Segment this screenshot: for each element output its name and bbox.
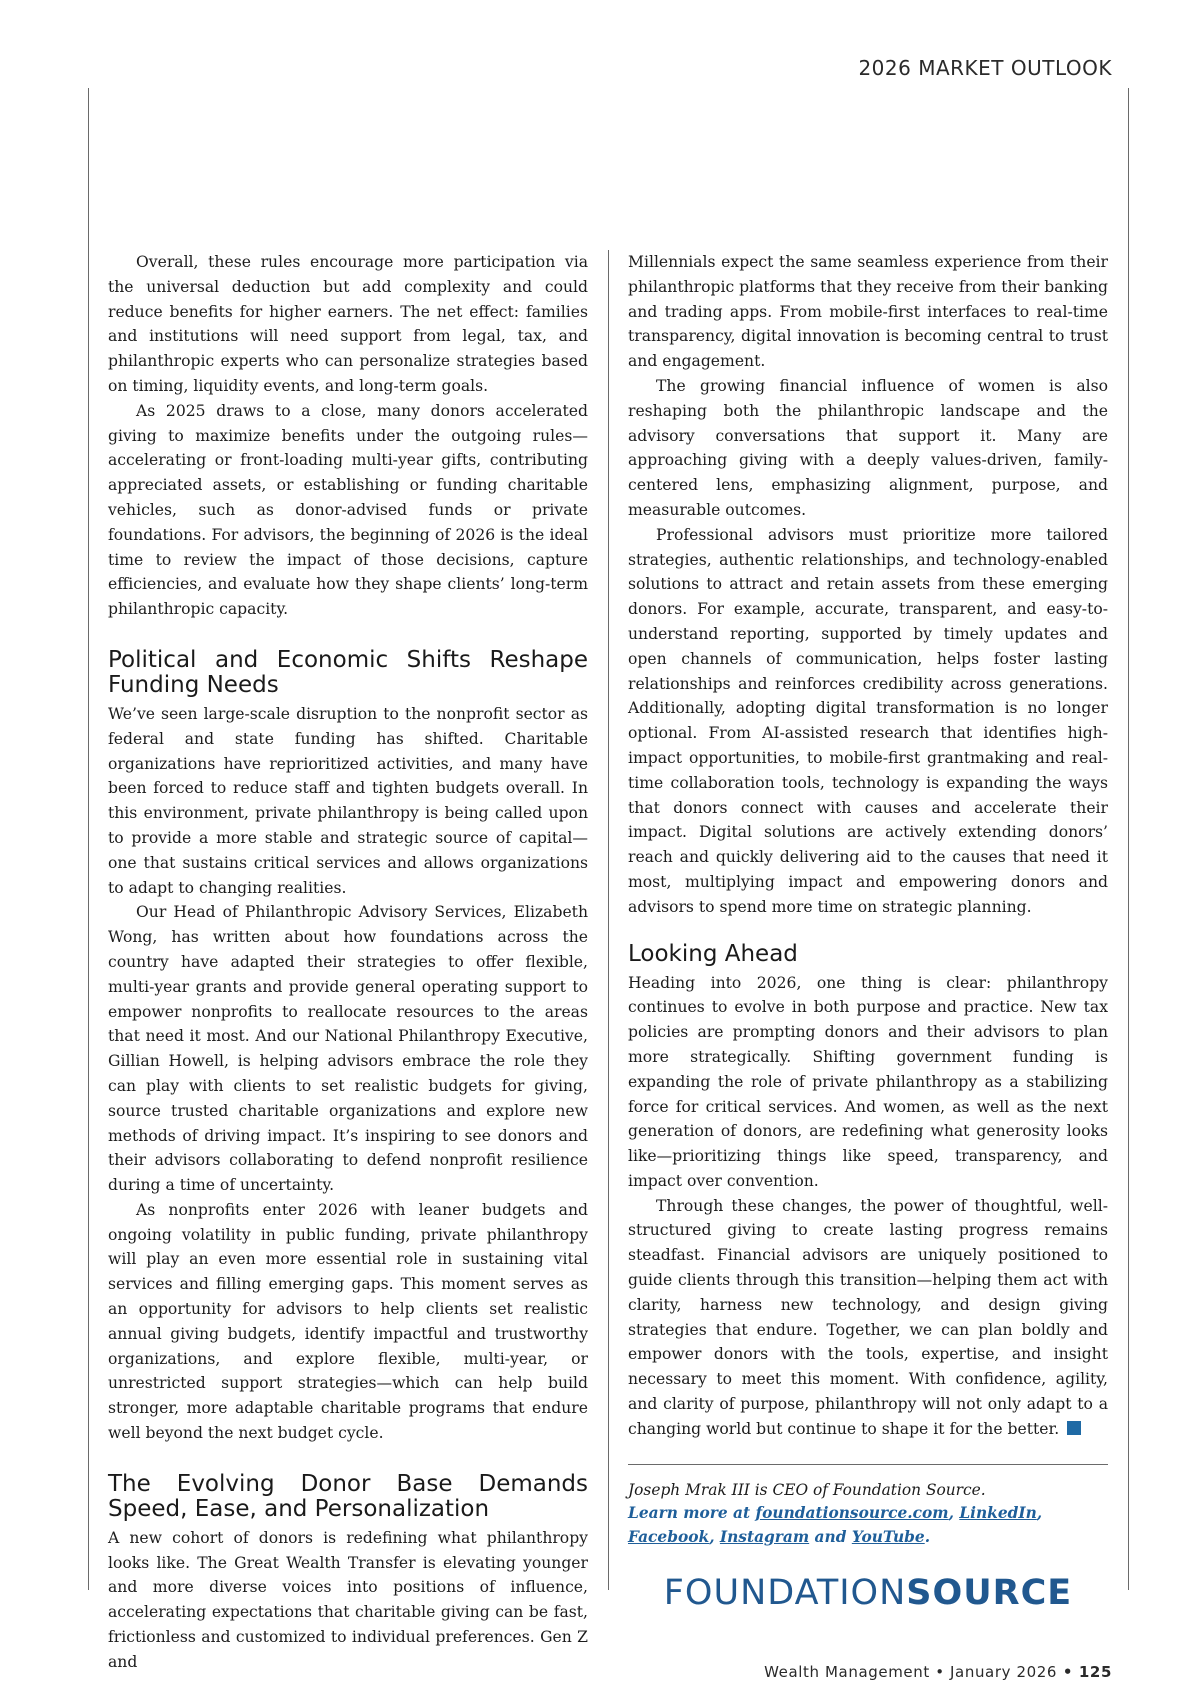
paragraph: We’ve seen large-scale disruption to the nonprofit sector as federal and state funding has shifted. Charitable organizations have reprioritized activities, and many have been forced to reduce staff and tighten budgets overall. In this environment, private philanthropy is being called upon to provide a more stable and strategic source of capital—one that sustains critical services and allows organizations to adapt to changing realities. (108, 704, 588, 897)
center-column-rule (608, 250, 609, 1590)
paragraph: Overall, these rules encourage more participation via the universal deduction but add complexity and could reduce benefits for higher earners. The net effect: families and institutions will need support from legal, tax, and philanthropic experts who can personalize strategies based on timing, liquidity events, and long-term goals. (108, 253, 588, 395)
publication-name: Wealth Management (764, 1663, 930, 1681)
left-column (108, 250, 588, 1675)
paragraph: As 2025 draws to a close, many donors accelerated giving to maximize benefits under the outgoing rules—accelerating or front-loading multi-year gifts, contributing appreciated assets, or establishing or funding charitable vehicles, such as donor-advised funds or private foundations. For advisors, the beginning of 2026 is the ideal time to review the impact of those decisions, capture efficiencies, and evaluate how they shape clients’ long-term philanthropic capacity. (108, 401, 588, 619)
link-youtube[interactable]: YouTube (851, 1527, 925, 1546)
link-linkedin[interactable]: LinkedIn (959, 1503, 1037, 1522)
page-number: 125 (1078, 1663, 1112, 1681)
paragraph: Our Head of Philanthropic Advisory Services, Elizabeth Wong, has written about how foundations across the country have adapted their strategies to offer flexible, multi-year grants and provide general operating support to empower nonprofits to reallocate resources to the areas that need it most. And our National Philanthropy Executive, Gillian Howell, is helping advisors embrace the role they can play with clients to set realistic budgets for giving, source trusted charitable organizations and explore new methods of driving impact. It’s inspiring to see donors and their advisors collaborating to defend nonprofit resilience during a time of uncertainty. (108, 903, 588, 1195)
running-header: 2026 MARKET OUTLOOK (858, 56, 1112, 80)
section-heading: Looking Ahead (628, 940, 798, 967)
paragraph (628, 1194, 1108, 1442)
paragraph: A new cohort of donors is redefining what philanthropy looks like. The Great Wealth Transfer is elevating younger and more diverse voices into positions of influence, accelerating expectations that charitable giving can be fast, frictionless and customized to individual preferences. Gen Z and (108, 1528, 588, 1671)
paragraph: Millennials expect the same seamless experience from their philanthropic platforms that they receive from their banking and trading apps. From mobile-first interfaces to real-time transparency, digital innovation is becoming central to trust and engagement. (628, 253, 1108, 371)
foundation-source-logo: FOUNDATIONSOURCE (663, 1572, 1073, 1613)
link-instagram[interactable]: Instagram (719, 1527, 810, 1546)
paragraph: The growing financial influence of women is also reshaping both the philanthropic landscape and the advisory conversations that support it. Many are approaching giving with a deeply values-driven, family-centered lens, emphasizing alignment, purpose, and measurable outcomes. (628, 376, 1108, 519)
paragraph-text: Through these changes, the power of thoughtful, well-structured giving to create lasting progress remains steadfast. Financial advisors are uniquely positioned to guide clients through this transition—helping them act with clarity, harness new technology, and design giving strategies that endure. Together, we can plan boldly and empower donors with the tools, expertise, and insight necessary to meet this moment. With confidence, agility, and clarity of purpose, philanthropy will not only adapt to a changing world but continue to shape it for the better. (628, 1196, 1108, 1438)
right-column (628, 250, 1108, 1613)
link-facebook[interactable]: Facebook (628, 1527, 710, 1546)
author-bio: Joseph Mrak III is CEO of Foundation Source. (628, 1480, 986, 1499)
paragraph: Professional advisors must prioritize more tailored strategies, authentic relationships, and technology-enabled solutions to attract and retain assets from these emerging donors. For example, accurate, transparent, and easy-to-understand reporting, supported by timely updates and open channels of communication, helps foster lasting relationships and reinforces credibility across generations. Additionally, adopting digital transformation is no longer optional. From AI-assisted research that identifies high-impact opportunities, to mobile-first grantmaking and real-time collaboration tools, technology is expanding the ways that donors connect with causes and accelerate their impact. Digital solutions are actively extending donors’ reach and quickly delivering aid to the causes that need it most, multiplying impact and empowering donors and advisors to spend more time on strategic planning. (628, 525, 1108, 916)
page-footer: Wealth Management • January 2026 • 125 (764, 1663, 1112, 1681)
paragraph: As nonprofits enter 2026 with leaner budgets and ongoing volatility in public funding, private philanthropy will play an even more essential role in sustaining vital services and filling emerging gaps. This moment serves as an opportunity for advisors to help clients set realistic annual giving budgets, identify impactful and trustworthy organizations, and explore flexible, multi-year, or unrestricted support strategies—which can help build stronger, more adaptable charitable programs that endure well beyond the next budget cycle. (108, 1200, 588, 1443)
end-of-article-icon (1067, 1421, 1081, 1435)
issue-date: January 2026 (950, 1663, 1058, 1681)
divider (628, 1464, 1108, 1465)
right-column-rule (1128, 88, 1129, 1590)
section-heading: Political and Economic Shifts Reshape Funding Needs (108, 646, 588, 698)
section-heading: The Evolving Donor Base Demands Speed, Ease, and Personalization (108, 1470, 588, 1522)
left-column-rule (88, 88, 89, 1590)
learn-more: Learn more at foundationsource.com, LinkedIn, Facebook, Instagram and YouTube. (628, 1503, 1043, 1546)
paragraph: Heading into 2026, one thing is clear: philanthropy continues to evolve in both purpose and practice. New tax policies are prompting donors and their advisors to plan more strategically. Shifting government funding is expanding the role of private philanthropy as a stabilizing force for critical services. And women, as well as the next generation of donors, are redefining what generosity looks like—prioritizing things like speed, transparency, and impact over convention. (628, 973, 1108, 1190)
link-foundationsource[interactable]: foundationsource.com (755, 1503, 949, 1522)
